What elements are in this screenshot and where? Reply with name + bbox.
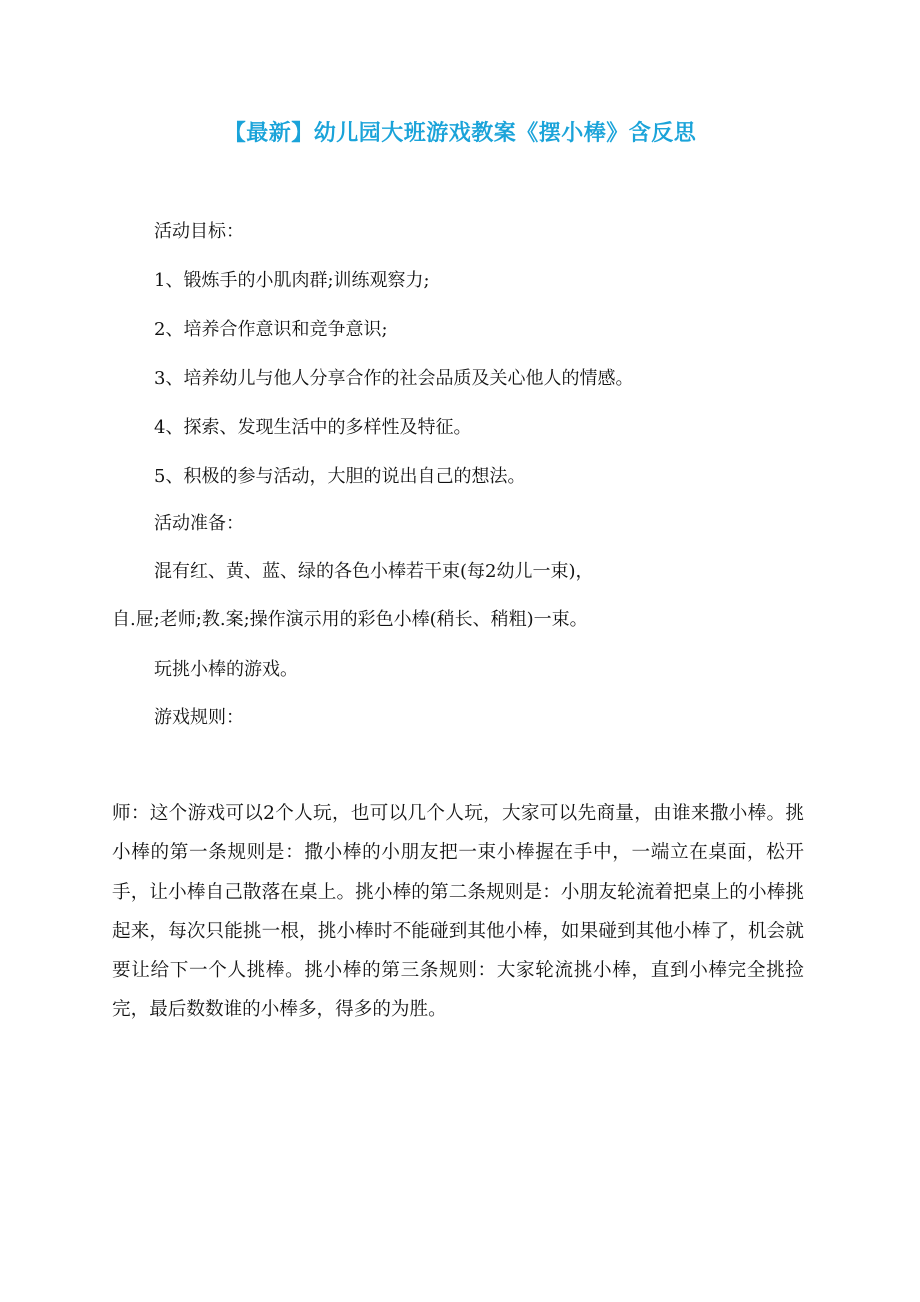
goal-item-2: 2、培养合作意识和竞争意识;: [154, 319, 388, 340]
rules-heading: 游戏规则：: [154, 707, 244, 728]
prep-line-1: 混有红、黄、蓝、绿的各色小棒若干束(每2幼儿一束)，: [154, 561, 594, 582]
goals-heading: 活动目标：: [154, 221, 244, 242]
goal-item-3: 3、培养幼儿与他人分享合作的社会品质及关心他人的情感。: [154, 368, 634, 389]
goal-item-4: 4、探索、发现生活中的多样性及特征。: [154, 417, 472, 438]
goal-item-1: 1、锻炼手的小肌肉群;训练观察力;: [154, 270, 430, 291]
document-title: 【最新】幼儿园大班游戏教案《摆小棒》含反思: [223, 121, 697, 146]
prep-heading: 活动准备：: [154, 513, 244, 534]
play-line: 玩挑小棒的游戏。: [154, 659, 298, 680]
goal-item-5: 5、积极的参与活动，大胆的说出自己的想法。: [154, 466, 526, 487]
prep-line-2: 自.屉;老师;教.案;操作演示用的彩色小棒(稍长、稍粗)一束。: [112, 609, 588, 630]
rules-paragraph: 师：这个游戏可以2个人玩，也可以几个人玩，大家可以先商量，由谁来撒小棒。挑小棒的第一条规则是：撒小棒的小朋友把一束小棒握在手中，一端立在桌面，松开手，让小棒自己散落在桌上。挑小棒的第二条规则是：小朋友轮流着把桌上的小棒挑起来，每次只能挑一根，挑小棒时不能碰到其他小棒，如果碰到其他小棒了，机会就要让给下一个人挑棒。挑小棒的第三条规则：大家轮流挑小棒，直到小棒完全挑捡完，最后数数谁的小棒多，得多的为胜。: [112, 803, 804, 1021]
